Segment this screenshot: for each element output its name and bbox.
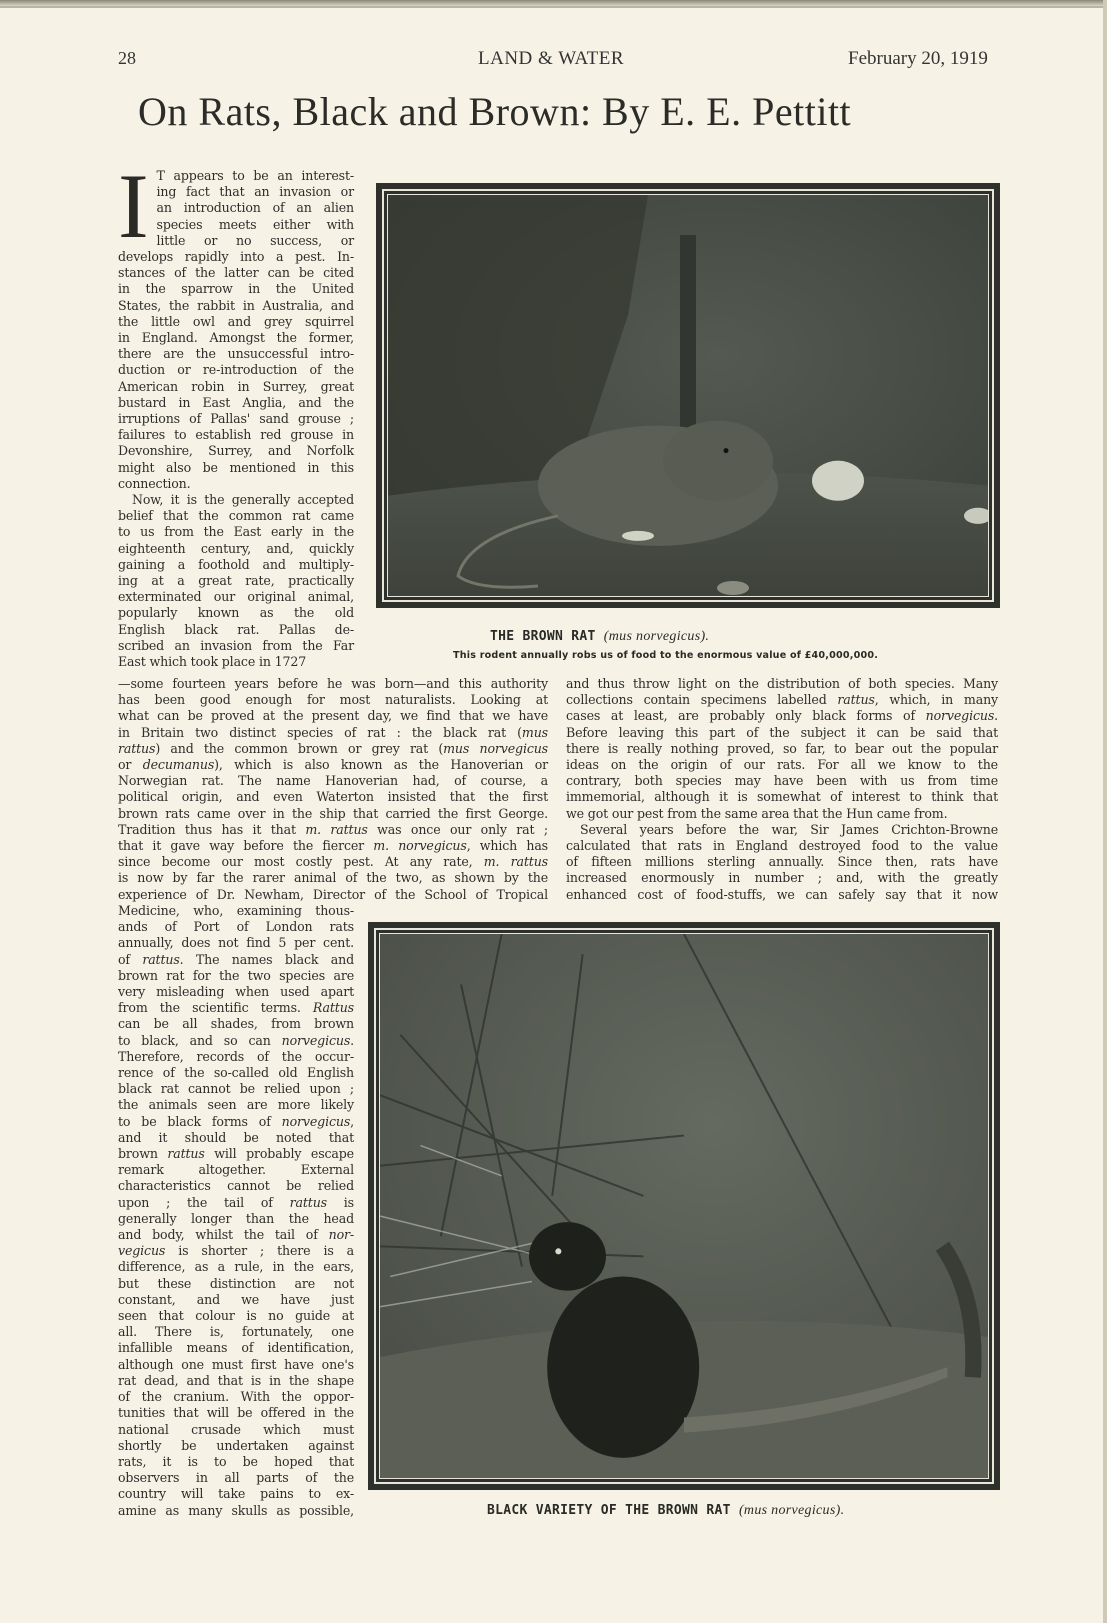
text-line: national crusade which must: [118, 1421, 354, 1437]
paragraph-1: [118, 249, 354, 492]
figure-brown-rat: [376, 183, 1000, 608]
text-line: all. There is, fortunately, one: [118, 1324, 354, 1340]
text-line: and thus throw light on the distribution of both species. Many: [566, 676, 998, 691]
text-line: —some fourteen years before he was born—and this authority: [118, 676, 548, 691]
text-line: in the sparrow in the United: [118, 281, 354, 297]
page-edge-right: [1103, 0, 1107, 1623]
figure-1-subcaption: This rodent annually robs us of food to the enormous value of £40,000,000.: [453, 650, 879, 661]
text-line: since become our most costly pest. At any rate, m. rattus: [118, 854, 548, 870]
paragraph-right-2: [566, 822, 998, 903]
text-line: cases at least, are probably only black forms of norvegicus.: [566, 708, 998, 724]
text-line: Norwegian rat. The name Hanoverian had, of course, a: [118, 773, 548, 789]
text-line: to us from the East early in the: [118, 524, 354, 540]
text-line: Several years before the war, Sir James Crichton-Browne: [580, 821, 998, 837]
text-line: brown rat for the two species are: [118, 967, 354, 983]
text-line: tunities that will be offered in the: [118, 1405, 354, 1421]
text-line: although one must first have one's: [118, 1356, 354, 1372]
text-line: remark altogether. External: [118, 1162, 354, 1178]
text-line: in England. Amongst the former,: [118, 330, 354, 346]
text-line: of the cranium. With the oppor-: [118, 1389, 354, 1405]
text-line: belief that the common rat came: [118, 508, 354, 524]
text-line: there is really nothing proved, so far, to bear out the popular: [566, 740, 998, 756]
text-line: in Britain two distinct species of rat : the black rat (mus: [118, 724, 548, 740]
text-line: brown rattus will probably escape: [118, 1146, 354, 1162]
column-right: [566, 676, 998, 903]
text-line: calculated that rats in England destroyed food to the value: [566, 838, 998, 854]
text-line: enhanced cost of food-stuffs, we can safely say that it now: [566, 886, 998, 902]
caption-title: BLACK VARIETY OF THE BROWN RAT: [487, 1503, 731, 1518]
text-line: rence of the so-called old English: [118, 1065, 354, 1081]
text-line: contrary, both species may have been with us from time: [566, 773, 998, 789]
text-line: exterminated our original animal,: [118, 589, 354, 605]
text-line: from the scientific terms. Rattus: [118, 1000, 354, 1016]
text-line: the animals seen are more likely: [118, 1097, 354, 1113]
text-line: little or no success, or: [156, 232, 354, 248]
photo-brown-rat: [387, 194, 989, 597]
text-line: immemorial, although it is somewhat of interest to think that: [566, 789, 998, 805]
text-line: characteristics cannot be relied: [118, 1178, 354, 1194]
text-line: vegicus is shorter ; there is a: [118, 1243, 354, 1259]
caption-latin: (mus norvegicus).: [603, 629, 710, 644]
text-line: ing fact that an invasion or: [156, 184, 354, 200]
text-line: and body, whilst the tail of nor-: [118, 1227, 354, 1243]
page-edge-line: [0, 6, 1107, 8]
text-line: black rat cannot be relied upon ;: [118, 1081, 354, 1097]
paragraph-right-1: [566, 676, 998, 822]
text-line: has been good enough for most naturalists. Looking at: [118, 692, 548, 708]
text-line: shortly be undertaken against: [118, 1437, 354, 1453]
publication-name: LAND & WATER: [478, 48, 625, 69]
text-line: Therefore, records of the occur-: [118, 1048, 354, 1064]
text-line: experience of Dr. Newham, Director of the School of Tropical: [118, 886, 548, 902]
text-line: ideas on the origin of our rats. For all we know to the: [566, 757, 998, 773]
text-line: can be all shades, from brown: [118, 1016, 354, 1032]
text-line: ing at a great rate, practically: [118, 573, 354, 589]
text-line: is now by far the rarer animal of the two, as shown by the: [118, 870, 548, 886]
column-left-top: [118, 155, 354, 670]
text-line: bustard in East Anglia, and the: [118, 394, 354, 410]
text-line: Before leaving this part of the subject it can be said that: [566, 724, 998, 740]
text-line: eighteenth century, and, quickly: [118, 540, 354, 556]
text-line: rats, it is to be hoped that: [118, 1453, 354, 1469]
text-line: East which took place in 1727: [118, 654, 307, 670]
text-line: amine as many skulls as possible,: [118, 1502, 354, 1518]
text-line: what can be proved at the present day, we find that we have: [118, 708, 548, 724]
text-line: popularly known as the old: [118, 605, 354, 621]
text-line: connection.: [118, 475, 191, 491]
photo-border: [374, 928, 994, 1484]
text-line: annually, does not find 5 per cent.: [118, 935, 354, 951]
brown-rat-image: [388, 195, 988, 596]
text-line: an introduction of an alien: [156, 200, 354, 216]
text-line: that it gave way before the fiercer m. norvegicus, which has: [118, 838, 548, 854]
paragraph-2: [118, 492, 354, 670]
text-line: of fifteen millions sterling annually. Since then, rats have: [566, 854, 998, 870]
text-line: Medicine, who, examining thous-: [118, 903, 354, 918]
photo-border: [382, 189, 994, 602]
text-line: ands of Port of London rats: [118, 919, 354, 935]
text-line: English black rat. Pallas de-: [118, 621, 354, 637]
text-line: duction or re-introduction of the: [118, 362, 354, 378]
text-line: scribed an invasion from the Far: [118, 637, 354, 653]
column-left-bottom: [118, 903, 354, 1519]
drop-cap: I: [118, 155, 149, 257]
caption-latin: (mus norvegicus).: [738, 1503, 845, 1518]
text-line: rat dead, and that is in the shape: [118, 1372, 354, 1388]
text-line: States, the rabbit in Australia, and: [118, 297, 354, 313]
text-line: increased enormously in number ; and, with the greatly: [566, 870, 998, 886]
text-line: the little owl and grey squirrel: [118, 313, 354, 329]
text-line: or decumanus), which is also known as the Hanoverian or: [118, 757, 548, 773]
text-line: country will take pains to ex-: [118, 1486, 354, 1502]
text-line: Now, it is the generally accepted: [132, 492, 354, 508]
text-line: to black, and so can norvegicus.: [118, 1032, 354, 1048]
text-line: difference, as a rule, in the ears,: [118, 1259, 354, 1275]
text-line: collections contain specimens labelled rattus, which, in many: [566, 692, 998, 708]
caption-title: THE BROWN RAT: [490, 629, 596, 644]
text-line: observers in all parts of the: [118, 1470, 354, 1486]
photo-black-rat: [379, 933, 989, 1479]
black-rat-image: [380, 934, 988, 1478]
text-line: we got our pest from the same area that the Hun came from.: [566, 805, 948, 821]
text-line: Tradition thus has it that m. rattus was once our only rat ;: [118, 821, 548, 837]
text-line: brown rats came over in the ship that carried the first George.: [118, 805, 548, 821]
text-line: but these distinction are not: [118, 1275, 354, 1291]
text-line: species meets either with: [156, 216, 354, 232]
column-wide: [118, 676, 548, 903]
text-line: might also be mentioned in this: [118, 459, 354, 475]
text-line: Devonshire, Surrey, and Norfolk: [118, 443, 354, 459]
page-number: 28: [118, 48, 136, 68]
text-line: American robin in Surrey, great: [118, 378, 354, 394]
article-title: On Rats, Black and Brown: By E. E. Pettitt: [138, 89, 852, 134]
text-line: rattus) and the common brown or grey rat (mus norvegicus: [118, 740, 548, 756]
text-line: upon ; the tail of rattus is: [118, 1194, 354, 1210]
text-line: of rattus. The names black and: [118, 951, 355, 967]
text-line: to be black forms of norvegicus,: [118, 1113, 354, 1129]
text-line: develops rapidly into a pest. In-: [118, 249, 354, 265]
text-line: irruptions of Pallas' sand grouse ;: [118, 411, 354, 427]
figure-1-caption: [490, 629, 709, 645]
text-line: very misleading when used apart: [118, 984, 354, 1000]
text-line: there are the unsuccessful intro-: [118, 346, 354, 362]
text-line: and it should be noted that: [118, 1129, 354, 1145]
text-line: gaining a foothold and multiply-: [118, 556, 354, 572]
text-line: infallible means of identification,: [118, 1340, 354, 1356]
figure-black-rat: [368, 922, 1000, 1490]
text-line: stances of the latter can be cited: [118, 265, 354, 281]
figure-2-caption: [487, 1503, 844, 1519]
text-line: failures to establish red grouse in: [118, 427, 354, 443]
text-line: constant, and we have just: [118, 1291, 354, 1307]
issue-date: February 20, 1919: [848, 48, 988, 69]
text-line: political origin, and even Waterton insisted that the first: [118, 789, 548, 805]
text-line: T appears to be an interest-: [156, 168, 354, 183]
text-line: generally longer than the head: [118, 1210, 354, 1226]
text-line: seen that colour is no guide at: [118, 1308, 354, 1324]
